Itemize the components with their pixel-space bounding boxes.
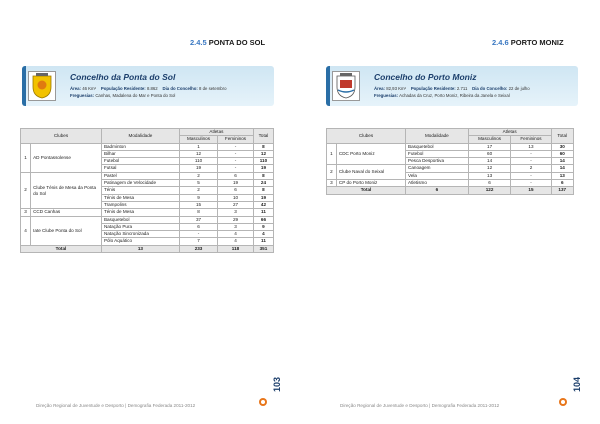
female-count: - xyxy=(511,158,551,165)
female-count: - xyxy=(218,158,254,165)
modality-cell: Basquetebol xyxy=(406,143,469,150)
female-count: - xyxy=(511,150,551,157)
header-femininos: Femininos xyxy=(511,136,551,143)
banner-info-line: Área: 46 Km² População Residente: 8.862 Dia do Concelho: 8 de setembro xyxy=(70,86,227,91)
drjd-logo-icon xyxy=(558,397,568,407)
total-female: 15 xyxy=(511,187,551,194)
athletes-table xyxy=(326,128,574,195)
club-name: Clube Ténis de Mesa da Ponta do Sol xyxy=(31,172,102,208)
female-count: 10 xyxy=(218,194,254,201)
section-name: PONTA DO SOL xyxy=(208,38,266,47)
table-row xyxy=(21,143,274,150)
total-male: 233 xyxy=(179,245,217,252)
male-count: 6 xyxy=(179,223,217,230)
club-index: 2 xyxy=(21,172,31,208)
total-male: 122 xyxy=(468,187,511,194)
page-number: 103 xyxy=(272,377,282,393)
male-count: - xyxy=(179,231,217,238)
club-index: 2 xyxy=(327,165,337,180)
total-row xyxy=(327,187,574,194)
table-row xyxy=(21,172,274,179)
modality-cell: Badminton xyxy=(101,143,179,150)
page-number: 104 xyxy=(572,377,582,393)
total-row xyxy=(21,245,274,252)
female-count: 2 xyxy=(511,165,551,172)
total-female: 118 xyxy=(218,245,254,252)
total-label: Total xyxy=(21,245,102,252)
row-total: 14 xyxy=(551,158,574,165)
female-count: - xyxy=(218,143,254,150)
section-title xyxy=(492,38,564,47)
municipality-banner xyxy=(22,66,274,106)
modality-cell: Ténis de Mesa xyxy=(101,209,179,216)
female-count: 4 xyxy=(218,231,254,238)
header-modalidade: Modalidade xyxy=(101,129,179,144)
male-count: 15 xyxy=(179,201,217,208)
section-number: 2.4.6 xyxy=(492,38,509,47)
male-count: 6 xyxy=(468,180,511,187)
table-row xyxy=(327,165,574,172)
modality-cell: Canoagem xyxy=(406,165,469,172)
row-total: 8 xyxy=(253,143,273,150)
header-femininos: Femininos xyxy=(218,136,254,143)
total-modalities: 6 xyxy=(406,187,469,194)
coat-of-arms-icon xyxy=(28,71,56,101)
modality-cell: Pólo Aquático xyxy=(101,238,179,245)
female-count: 29 xyxy=(218,216,254,223)
row-total: 11 xyxy=(253,238,273,245)
male-count: 12 xyxy=(179,150,217,157)
club-index: 1 xyxy=(327,143,337,165)
row-total: 14 xyxy=(551,165,574,172)
male-count: 110 xyxy=(179,158,217,165)
total-label: Total xyxy=(327,187,406,194)
page-right xyxy=(300,0,600,424)
modality-cell: Pastel xyxy=(101,172,179,179)
modality-cell: Futsal xyxy=(101,165,179,172)
modality-cell: Natação Pura xyxy=(101,223,179,230)
row-total: 11 xyxy=(253,209,273,216)
modality-cell: Vela xyxy=(406,172,469,179)
row-total: 60 xyxy=(551,150,574,157)
section-title xyxy=(190,38,265,47)
row-total: 4 xyxy=(253,231,273,238)
modality-cell: Futebol xyxy=(406,150,469,157)
modality-cell: Ténis xyxy=(101,187,179,194)
female-count: - xyxy=(218,150,254,157)
female-count: 3 xyxy=(218,209,254,216)
female-count: 19 xyxy=(218,180,254,187)
female-count: - xyxy=(511,172,551,179)
header-modalidade: Modalidade xyxy=(406,129,469,144)
male-count: 2 xyxy=(179,172,217,179)
page-footer: Direção Regional de Juventude e Desporto | Demografia Federada 2011-2012 xyxy=(340,403,500,408)
modality-cell: Atletismo xyxy=(406,180,469,187)
club-index: 1 xyxy=(21,143,31,172)
modality-cell: Bilhar xyxy=(101,150,179,157)
male-count: 8 xyxy=(179,209,217,216)
row-total: 30 xyxy=(551,143,574,150)
row-total: 66 xyxy=(253,216,273,223)
coat-of-arms-icon xyxy=(332,71,360,101)
section-number: 2.4.5 xyxy=(190,38,207,47)
banner-accent-bar xyxy=(22,66,26,106)
table-row xyxy=(327,180,574,187)
section-name: PORTO MONIZ xyxy=(510,38,564,47)
athletes-table xyxy=(20,128,274,253)
header-masculinos: Masculinos xyxy=(468,136,511,143)
municipality-banner xyxy=(326,66,578,106)
club-name: Iate Clube Ponta do Sol xyxy=(31,216,102,245)
male-count: 9 xyxy=(179,194,217,201)
banner-accent-bar xyxy=(326,66,330,106)
row-total: 19 xyxy=(253,194,273,201)
banner-title: Concelho da Ponta do Sol xyxy=(70,72,176,82)
banner-title: Concelho do Porto Moniz xyxy=(374,72,477,82)
female-count: 3 xyxy=(218,223,254,230)
header-index: Clubes xyxy=(21,129,102,144)
row-total: 110 xyxy=(253,158,273,165)
modality-cell: Pesca Desportiva xyxy=(406,158,469,165)
club-name: AD Pontassolense xyxy=(31,143,102,172)
row-total: 6 xyxy=(551,180,574,187)
club-index: 3 xyxy=(327,180,337,187)
page-footer: Direção Regional de Juventude e Desporto | Demografia Federada 2011-2012 xyxy=(36,403,196,408)
male-count: 60 xyxy=(468,150,511,157)
male-count: 13 xyxy=(468,172,511,179)
table-row xyxy=(327,143,574,150)
grand-total: 137 xyxy=(551,187,574,194)
club-name: CCD Canhas xyxy=(31,209,102,216)
drjd-logo-icon xyxy=(258,397,268,407)
male-count: 37 xyxy=(179,216,217,223)
row-total: 19 xyxy=(253,165,273,172)
female-count: 13 xyxy=(511,143,551,150)
grand-total: 351 xyxy=(253,245,273,252)
header-atletas: Atletas xyxy=(179,129,253,136)
header-index: Clubes xyxy=(327,129,406,144)
row-total: 9 xyxy=(253,223,273,230)
table-row xyxy=(21,209,274,216)
club-index: 3 xyxy=(21,209,31,216)
header-masculinos: Masculinos xyxy=(179,136,217,143)
banner-parishes-line: Freguesias: Achadas da Cruz, Porto Moniz, Ribeira da Janela e Seixal xyxy=(374,93,510,98)
row-total: 8 xyxy=(253,172,273,179)
modality-cell: Ténis de Mesa xyxy=(101,194,179,201)
modality-cell: Futebol xyxy=(101,158,179,165)
table-row xyxy=(21,216,274,223)
male-count: 14 xyxy=(468,158,511,165)
female-count: 6 xyxy=(218,187,254,194)
row-total: 13 xyxy=(551,172,574,179)
club-name: CP do Porto Moniz xyxy=(336,180,405,187)
male-count: 12 xyxy=(468,165,511,172)
modality-cell: Trampolins xyxy=(101,201,179,208)
male-count: 19 xyxy=(179,165,217,172)
male-count: 5 xyxy=(179,180,217,187)
header-atletas: Atletas xyxy=(468,129,551,136)
club-name: CDC Porto Moniz xyxy=(336,143,405,165)
modality-cell: Patinagem de Velocidade xyxy=(101,180,179,187)
header-total: Total xyxy=(253,129,273,144)
female-count: - xyxy=(511,180,551,187)
row-total: 42 xyxy=(253,201,273,208)
female-count: 27 xyxy=(218,201,254,208)
male-count: 1 xyxy=(179,143,217,150)
banner-parishes-line: Freguesias: Canhas, Madalena do Mar e Ponta do Sol xyxy=(70,93,176,98)
total-modalities: 13 xyxy=(101,245,179,252)
female-count: 6 xyxy=(218,172,254,179)
modality-cell: Natação Sincronizada xyxy=(101,231,179,238)
header-total: Total xyxy=(551,129,574,144)
female-count: - xyxy=(218,165,254,172)
row-total: 8 xyxy=(253,187,273,194)
row-total: 12 xyxy=(253,150,273,157)
male-count: 2 xyxy=(179,187,217,194)
banner-info-line: Área: 82,93 Km² População Residente: 2.711 Dia do Concelho: 22 de julho xyxy=(374,86,530,91)
row-total: 24 xyxy=(253,180,273,187)
club-name: Clube Naval do Seixal xyxy=(336,165,405,180)
female-count: 4 xyxy=(218,238,254,245)
club-index: 4 xyxy=(21,216,31,245)
header-row xyxy=(21,129,274,136)
male-count: 17 xyxy=(468,143,511,150)
modality-cell: Basquetebol xyxy=(101,216,179,223)
header-row xyxy=(327,129,574,136)
male-count: 7 xyxy=(179,238,217,245)
